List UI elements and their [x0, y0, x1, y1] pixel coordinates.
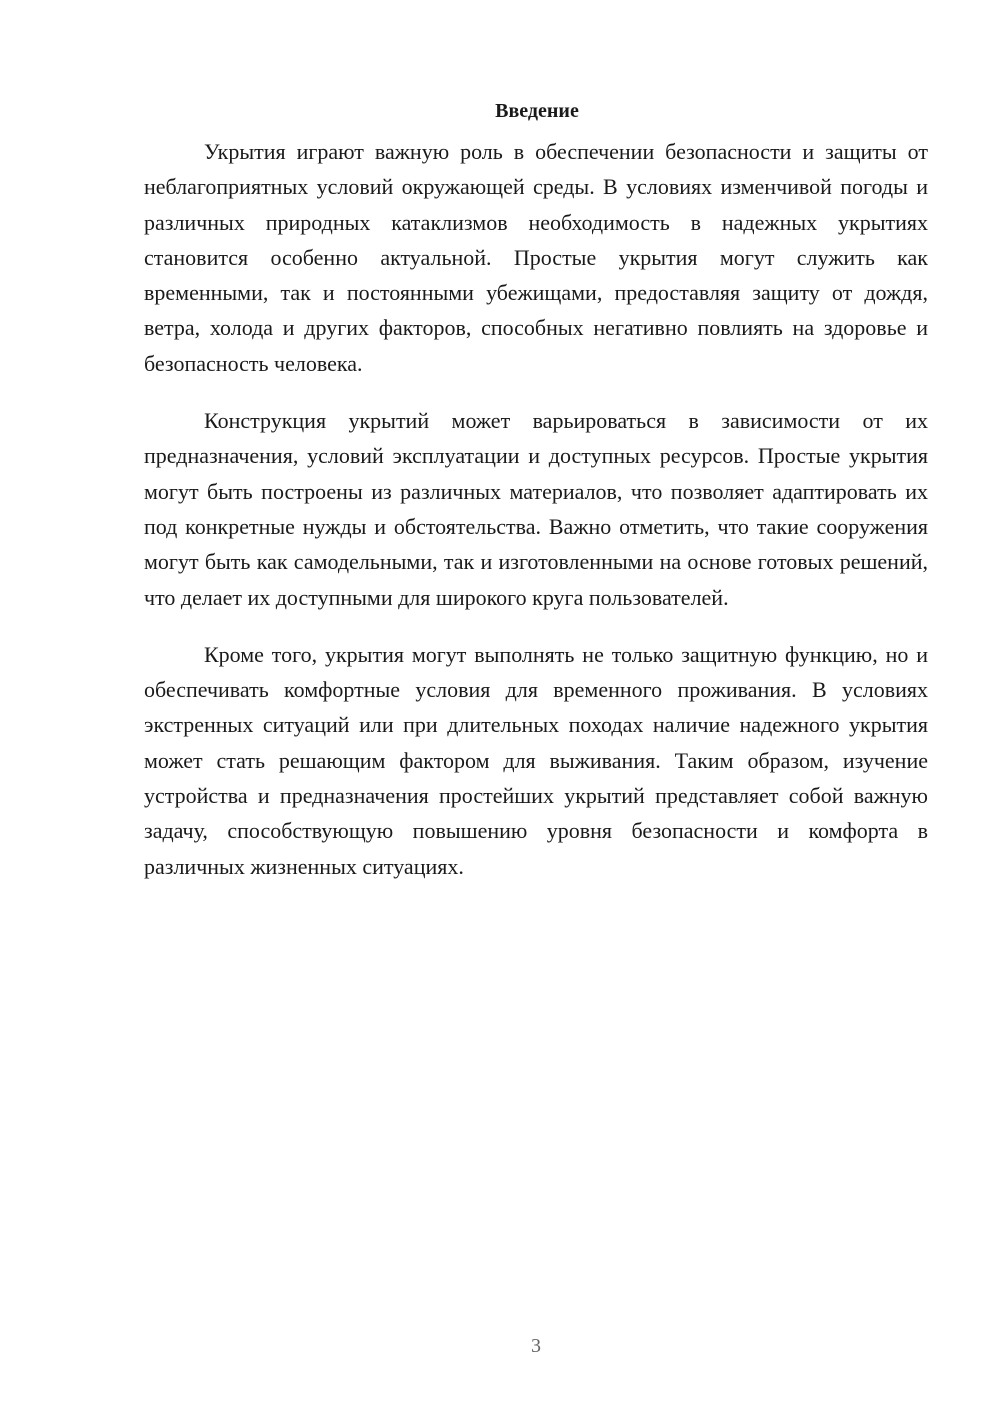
page-content: [144, 96, 928, 906]
paragraph-2: Конструкция укрытий может варьироваться в зависимости от их предназначения, условий эксплуатации и доступных ресурсов. Простые укрытия могут быть построены из различных материалов, что позволяет адаптировать их под конкретные нужды и обстоятельства. Важно отметить, что такие сооружения могут быть как самодельными, так и изготовленными на основе готовых решений, что делает их доступными для широкого круга пользователей.: [144, 408, 928, 610]
section-title: Введение: [495, 100, 579, 122]
paragraph-1: Укрытия играют важную роль в обеспечении безопасности и защиты от неблагоприятных условий окружающей среды. В условиях изменчивой погоды и различных природных катаклизмов необходимость в надежных укрытиях становится особенно актуальной. Простые укрытия могут служить как временными, так и постоянными убежищами, предоставляя защиту от дождя, ветра, холода и других факторов, способных негативно повлиять на здоровье и безопасность человека.: [144, 139, 928, 376]
page-number: 3: [531, 1335, 541, 1357]
paragraph-3: Кроме того, укрытия могут выполнять не только защитную функцию, но и обеспечивать комфортные условия для временного проживания. В условиях экстренных ситуаций или при длительных походах наличие надежного укрытия может стать решающим фактором для выживания. Таким образом, изучение устройства и предназначения простейших укрытий представляет собой важную задачу, способствующую повышению уровня безопасности и комфорта в различных жизненных ситуациях.: [144, 641, 928, 879]
